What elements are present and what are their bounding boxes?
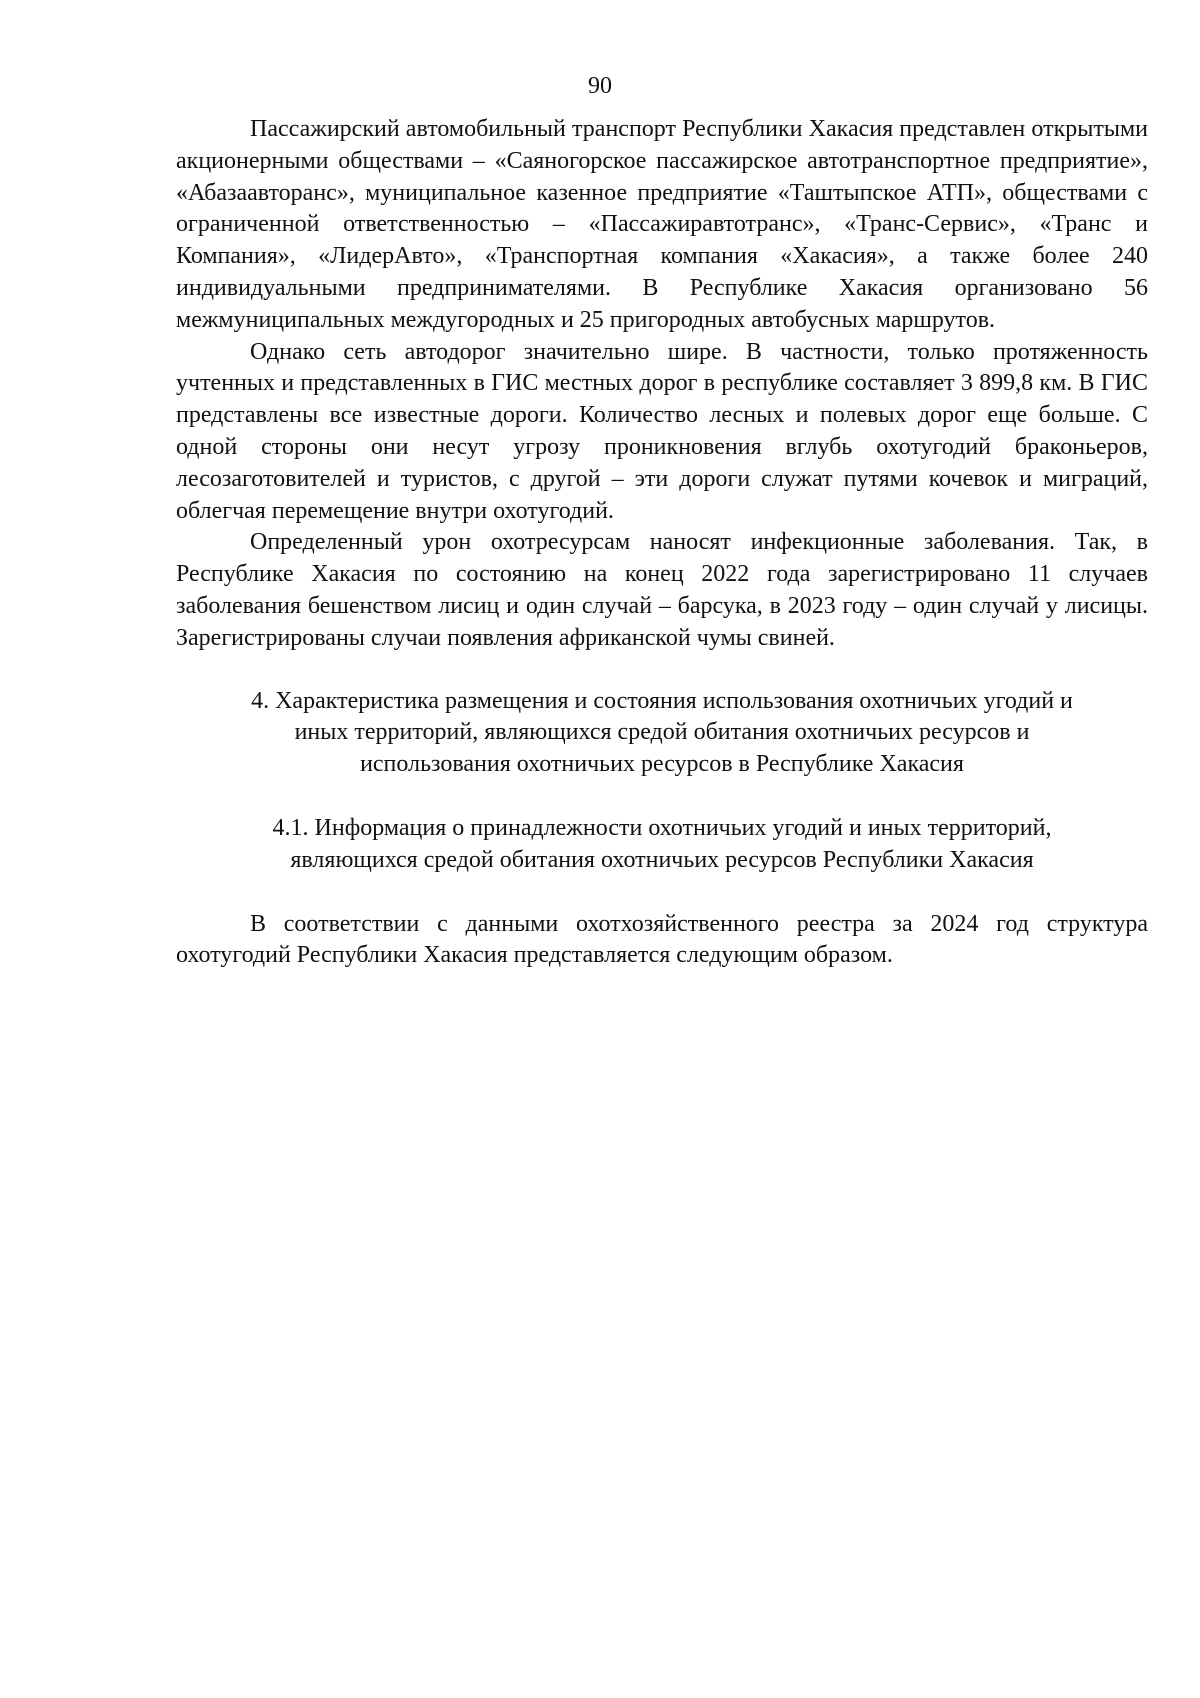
paragraph-road-network: Однако сеть автодорог значительно шире. В частности, только протяженность учтенных и представленных в ГИС местных дорог в республике составляет 3 899,8 км. В ГИС представлены все известные дороги. Количество лесных и полевых дорог еще больше. С одной стороны они несут угрозу проникновения вглубь охотугодий браконьеров, лесозаготовителей и туристов, с другой – эти дороги служат путями кочевок и миграций, облегчая перемещение внутри охотугодий.	[176, 338, 1148, 524]
section-heading-4	[176, 686, 1148, 781]
section-heading-line: иных территорий, являющихся средой обитания охотничьих ресурсов и	[294, 719, 1030, 746]
spacer	[176, 781, 1148, 813]
subsection-heading-line: 4.1. Информация о принадлежности охотничьих угодий и иных территорий,	[272, 814, 1052, 841]
paragraph-infectious-diseases: Определенный урон охотресурсам наносят инфекционные заболевания. Так, в Республике Хакасия по состоянию на конец 2022 года зарегистрировано 11 случаев заболевания бешенством лисиц и один случай – барсука, в 2023 году – один случай у лисицы. Зарегистрированы случаи появления африканской чумы свиней.	[176, 529, 1148, 651]
spacer	[176, 655, 1148, 686]
page-number: 90	[588, 73, 612, 99]
section-heading-line: использования охотничьих ресурсов в Республике Хакасия	[360, 751, 964, 778]
subsection-heading-4-1	[176, 813, 1148, 877]
section-heading-line: 4. Характеристика размещения и состояния использования охотничьих угодий и	[251, 687, 1073, 714]
paragraph-registry-structure: В соответствии с данными охотхозяйственного реестра за 2024 год структура охотугодий Республики Хакасия представляется следующим образом.	[176, 910, 1148, 969]
spacer	[176, 877, 1148, 909]
subsection-heading-line: являющихся средой обитания охотничьих ресурсов Республики Хакасия	[290, 846, 1034, 873]
document-body	[176, 114, 1148, 972]
paragraph-passenger-transport: Пассажирский автомобильный транспорт Республики Хакасия представлен открытыми акционерными обществами – «Саяногорское пассажирское автотранспортное предприятие», «Абазаавторанс», муниципальное казенное предприятие «Таштыпское АТП», обществами с ограниченной ответственностью – «Пассажиравтотранс», «Транс-Сервис», «Транс и Компания», «ЛидерАвто», «Транспортная компания «Хакасия», а также более 240 индивидуальными предпринимателями. В Республике Хакасия организовано 56 межмуниципальных междугородных и 25 пригородных автобусных маршрутов.	[176, 116, 1148, 333]
